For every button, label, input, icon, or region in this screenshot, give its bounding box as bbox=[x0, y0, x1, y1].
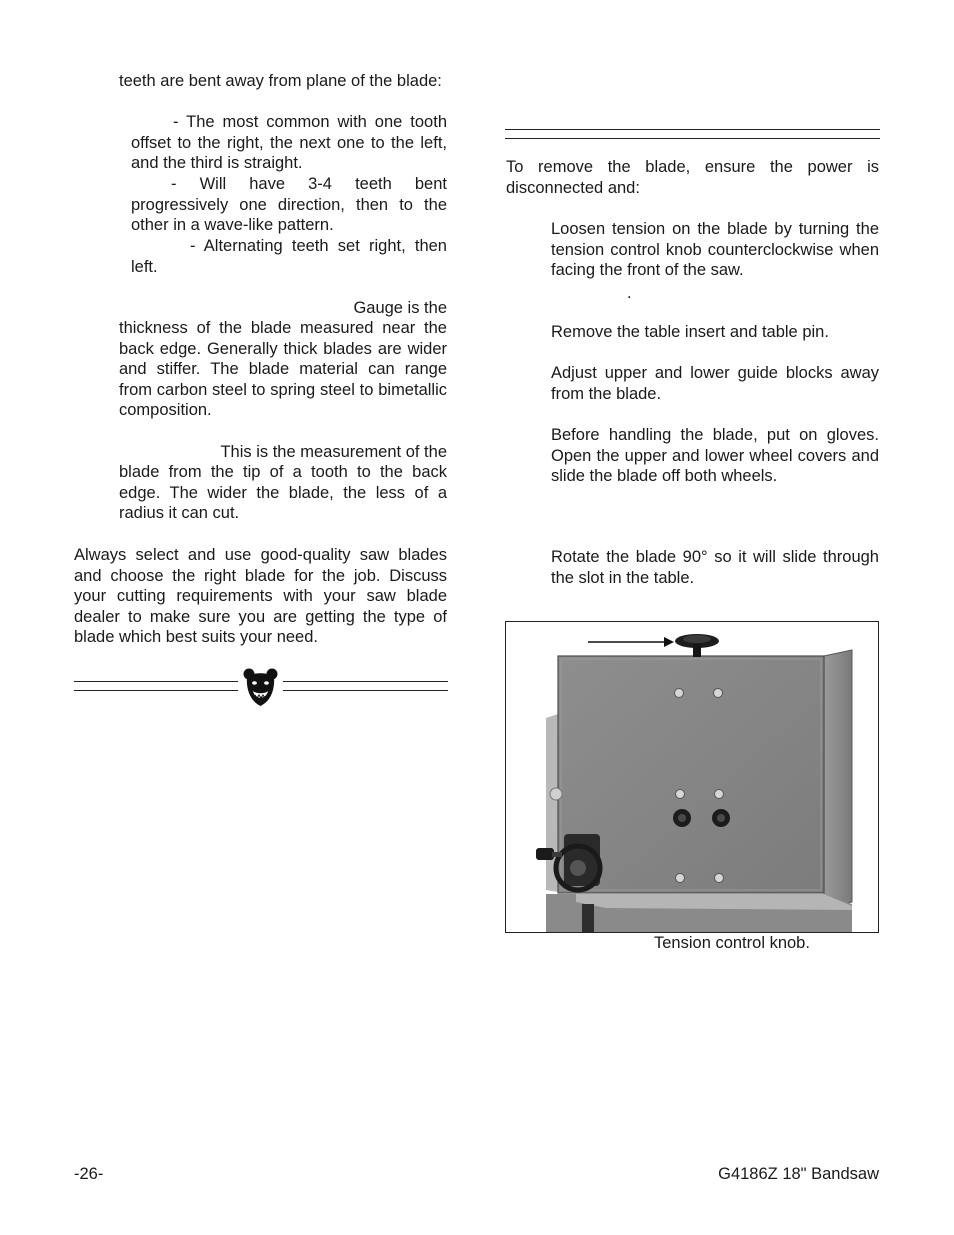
removal-intro: To remove the blade, ensure the power is disconnected and: bbox=[506, 158, 879, 197]
handwheel bbox=[536, 834, 600, 890]
set-raker-description: - The most common with one tooth offset to the right, the next one to the left, and the third is straight. bbox=[131, 113, 447, 173]
step-period: . bbox=[627, 284, 632, 302]
set-intro: teeth are bent away from plane of the blade: bbox=[119, 72, 442, 90]
width-lead: This is the measurement of the bbox=[220, 443, 447, 461]
step-remove-insert: Remove the table insert and table pin. bbox=[551, 323, 829, 341]
step-rotate-blade: Rotate the blade 90° so it will slide through the slot in the table. bbox=[551, 548, 879, 587]
step-adjust-guides: Adjust upper and lower guide blocks away from the blade. bbox=[551, 364, 879, 403]
tension-knob bbox=[675, 634, 719, 657]
bandsaw-cover-photo bbox=[506, 622, 878, 932]
gauge-description: thickness of the blade measured near the back edge. Generally thick blades are wider and stiffer. The blade material can range from carbon steel to spring steel to bimetallic composition. bbox=[119, 319, 447, 420]
blade-selection-paragraph: Always select and use good-quality saw blades and choose the right blade for the job. Discuss your cutting requirements with your saw blade dealer to make sure you are getting the type of blade which best suits your need. bbox=[74, 546, 447, 647]
set-wavy-description: - Will have 3-4 teeth bent progressively one direction, then to the other in a wave-like pattern. bbox=[131, 175, 447, 235]
header-rule-top bbox=[505, 129, 880, 130]
figure-caption: Tension control knob. bbox=[654, 934, 810, 952]
footer-model: G4186Z 18" Bandsaw bbox=[718, 1165, 879, 1183]
arrow-right-icon bbox=[588, 637, 674, 647]
step-loosen-tension: Loosen tension on the blade by turning the tension control knob counterclockwise when facing the front of the saw. bbox=[551, 220, 879, 280]
bear-head-logo-icon bbox=[241, 667, 280, 707]
header-rule-bottom bbox=[505, 138, 880, 139]
tension-knob-figure bbox=[505, 621, 879, 933]
step-remove-blade: Before handling the blade, put on gloves. Open the upper and lower wheel covers and slide the blade off both wheels. bbox=[551, 426, 879, 486]
gauge-lead: Gauge is the bbox=[353, 299, 447, 317]
page-number: -26- bbox=[74, 1165, 104, 1183]
width-description: blade from the tip of a tooth to the back edge. The wider the blade, the less of a radius it can cut. bbox=[119, 463, 447, 523]
set-alternate-description: - Alternating teeth set right, then left. bbox=[131, 237, 447, 276]
